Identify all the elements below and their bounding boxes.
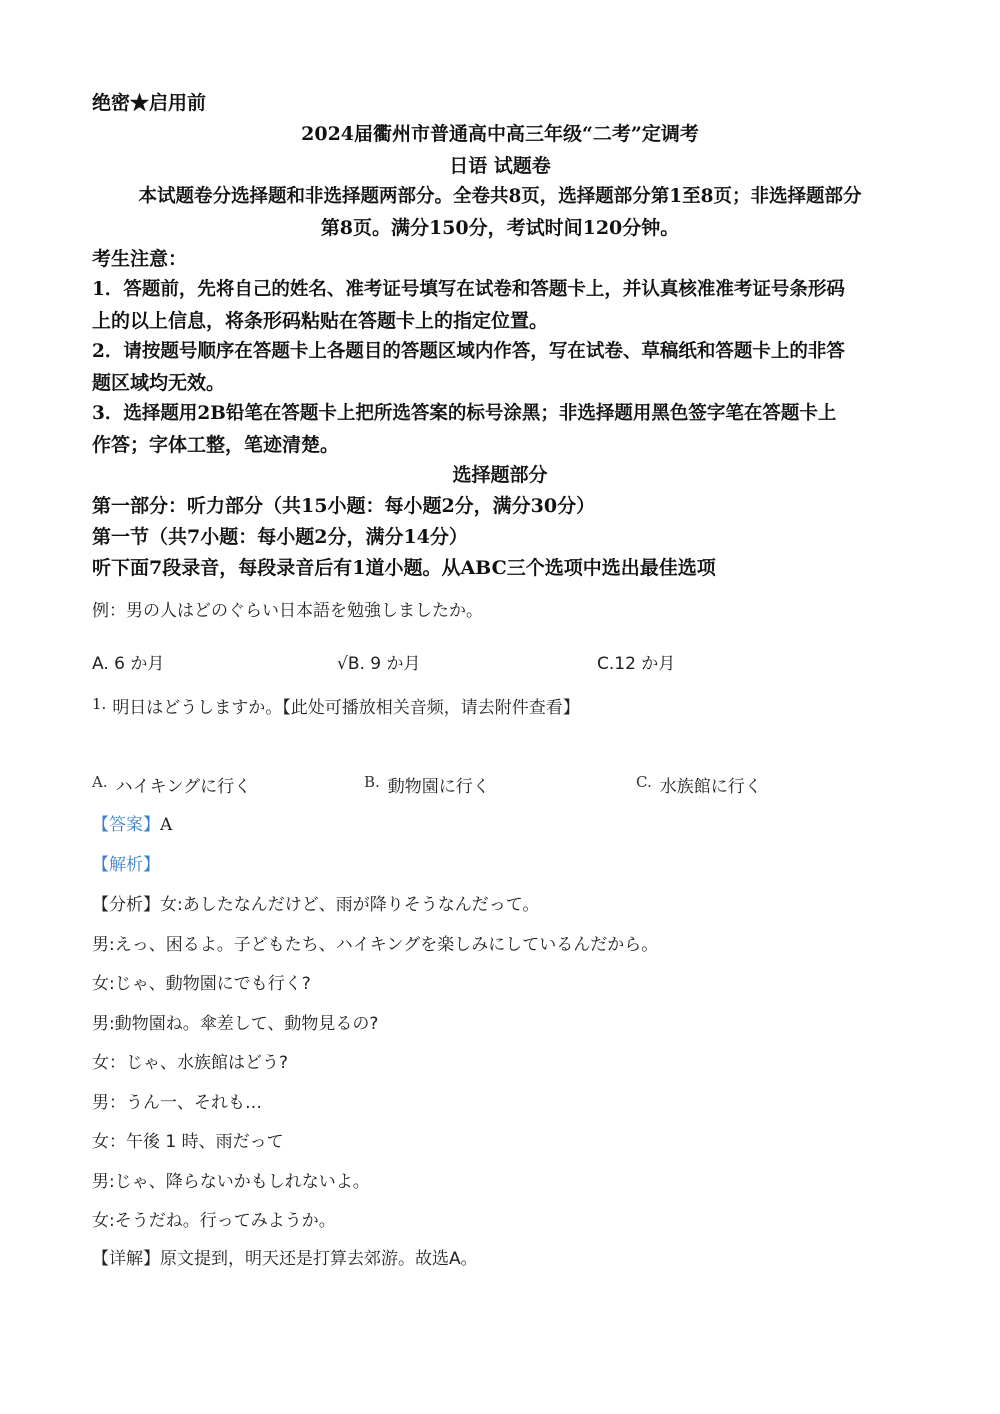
analysis-tag: 【解析】 — [92, 855, 160, 875]
answer-row — [92, 810, 172, 835]
section-title: 选择题部分 — [452, 464, 548, 486]
dialogue-line-9: 女:そうだね。行ってみようか。 — [92, 1211, 336, 1231]
detail-text: 原文提到，明天还是打算去郊游。故选A。 — [160, 1249, 478, 1269]
dialogue-line-3: 女:じゃ、動物園にでも行く? — [92, 974, 311, 994]
fenxi-tag: 【分析】 — [92, 895, 160, 915]
intro-line-1: 本试题卷分选择题和非选择题两部分。全卷共8页，选择题部分第1至8页；非选择题部分 — [138, 186, 862, 207]
detail-tag: 【详解】 — [92, 1249, 160, 1269]
subject-title: 日语 试题卷 — [449, 155, 551, 177]
answer-value: A — [160, 815, 173, 835]
intro-line-2: 第8页。满分150分，考试时间120分钟。 — [320, 217, 680, 239]
q1-option-c — [636, 772, 762, 797]
notice-title: 考生注意： — [92, 248, 188, 270]
q1-option-c-label: C. — [636, 773, 652, 791]
example-question: 例：男の人はどのぐらい日本語を勉強しましたか。 — [92, 601, 483, 621]
q1-option-b — [364, 772, 490, 797]
dialogue-line-6: 男：うん一、それも… — [92, 1093, 262, 1113]
dialogue-line-4: 男:動物園ね。傘差して、動物見るの? — [92, 1014, 379, 1034]
notice-item-1-line-1: 1．答题前，先将自己的姓名、准考证号填写在试卷和答题卡上，并认真核准准考证号条形码 — [92, 279, 845, 300]
dialogue-line-5: 女：じゃ、水族館はどう? — [92, 1053, 289, 1073]
confidential-mark: 绝密★启用前 — [92, 92, 207, 114]
example-option-b: √B. 9 か月 — [337, 654, 421, 674]
example-option-c: C.12 か月 — [597, 654, 676, 674]
notice-item-2-line-2: 题区域均无效。 — [92, 372, 226, 394]
part-1-heading: 第一部分：听力部分（共15小题：每小题2分，满分30分） — [92, 495, 596, 517]
dialogue-line-2: 男:えっ、困るよ。子どもたち、ハイキングを楽しみにしているんだから。 — [92, 935, 659, 955]
exam-title: 2024届衢州市普通高中高三年级“二考”定调考 — [301, 123, 699, 145]
q1-option-b-label: B. — [364, 773, 380, 791]
question-1 — [92, 693, 580, 718]
notice-item-3-line-2: 作答；字体工整，笔迹清楚。 — [92, 434, 340, 456]
q1-option-a-label: A. — [92, 773, 108, 791]
q1-option-a-text: ハイキングに行く — [115, 777, 252, 797]
dialogue-line-8: 男:じゃ、降らないかもしれないよ。 — [92, 1172, 370, 1192]
example-option-a: A. 6 か月 — [92, 654, 165, 674]
q1-option-a — [92, 772, 251, 797]
notice-item-3-line-1: 3．选择题用2B铅笔在答题卡上把所选答案的标号涂黑；非选择题用黑色签字笔在答题卡上 — [92, 403, 837, 424]
dialogue-text: 女:あしたなんだけど、雨が降りそうなんだって。 — [160, 895, 540, 915]
answer-tag: 【答案】 — [92, 815, 160, 835]
notice-item-1-line-2: 上的以上信息，将条形码粘贴在答题卡上的指定位置。 — [92, 310, 549, 332]
q1-option-b-text: 動物園に行く — [387, 777, 490, 797]
section-1-heading: 第一节（共7小题：每小题2分，满分14分） — [92, 526, 468, 548]
question-1-text: 明日はどうしますか。【此处可播放相关音频，请去附件查看】 — [112, 698, 580, 718]
detail-row — [92, 1244, 478, 1269]
dialogue-line-1 — [92, 890, 539, 915]
dialogue-line-7: 女：午後 1 時、雨だって — [92, 1132, 284, 1152]
question-1-number: 1. — [92, 695, 107, 713]
q1-option-c-text: 水族館に行く — [659, 777, 762, 797]
listening-instruction: 听下面7段录音，每段录音后有1道小题。从ABC三个选项中选出最佳选项 — [92, 557, 716, 579]
notice-item-2-line-1: 2．请按题号顺序在答题卡上各题目的答题区域内作答，写在试卷、草稿纸和答题卡上的非答 — [92, 341, 845, 362]
